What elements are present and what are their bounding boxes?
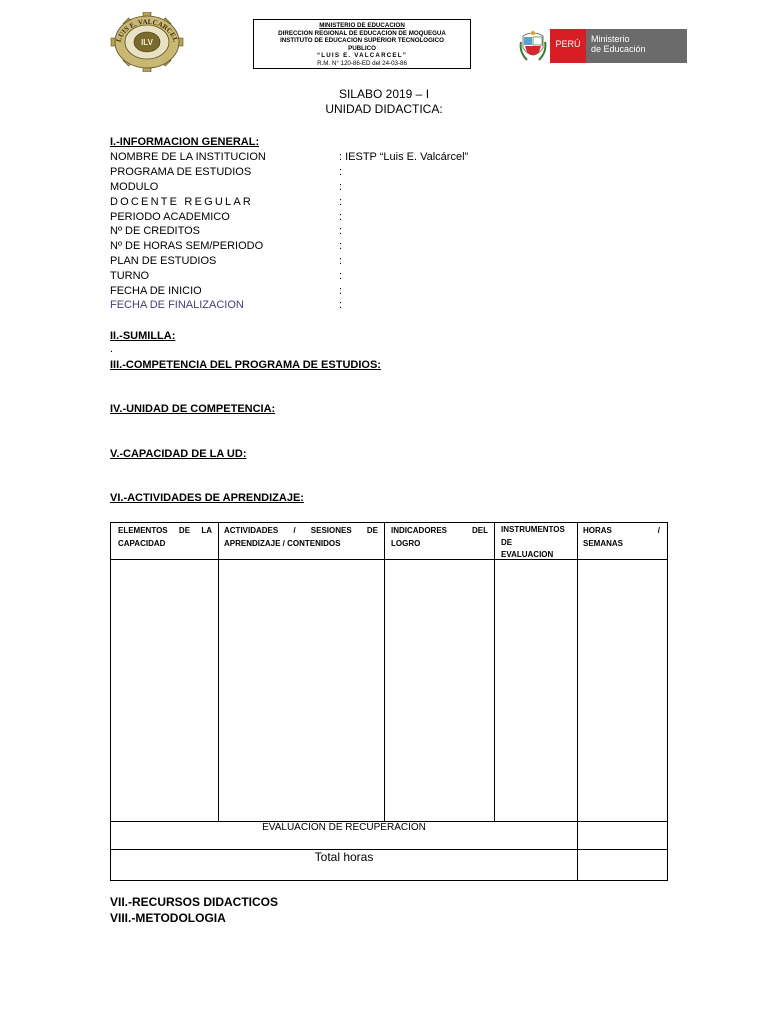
section-actividades-heading: VI.-ACTIVIDADES DE APRENDIZAJE: bbox=[110, 492, 304, 504]
header-public: PUBLICO bbox=[348, 44, 376, 52]
info-label: FECHA DE INICIO bbox=[110, 285, 202, 297]
info-value: : bbox=[339, 285, 343, 297]
ministry-label: Ministerio de Educación bbox=[591, 34, 646, 54]
peru-label: PERÚ bbox=[555, 39, 581, 49]
info-value: : bbox=[339, 299, 343, 311]
section-general-info-heading: I.-INFORMACION GENERAL: bbox=[110, 136, 260, 148]
header-institute: INSTITUTO DE EDUCACION SUPERIOR TECNOLOGICO bbox=[280, 37, 444, 45]
evaluacion-recuperacion-cell: EVALUACION DE RECUPERACION bbox=[262, 822, 426, 833]
info-row bbox=[110, 285, 610, 300]
col-header-horas: HORAS / SEMANAS bbox=[583, 526, 660, 548]
section-sumilla-heading: II.-SUMILLA: bbox=[110, 330, 176, 342]
info-row bbox=[110, 255, 610, 270]
header-resolution: R.M. N° 120-86-ED del 24-03-86 bbox=[317, 59, 407, 67]
institute-logo bbox=[108, 12, 186, 72]
info-row bbox=[110, 299, 610, 314]
col-header-instrumentos: INSTRUMENTOS DE EVALUACION bbox=[501, 525, 565, 559]
header-ministry: MINISTERIO DE EDUCACION bbox=[319, 22, 405, 29]
info-row bbox=[110, 151, 610, 166]
info-label: Nº DE CREDITOS bbox=[110, 225, 200, 237]
info-value: : bbox=[339, 270, 343, 282]
col-header-indicadores: INDICADORES DEL LOGRO bbox=[391, 526, 488, 548]
logo-arc-text: LUIS E. VALCARCEL bbox=[114, 17, 180, 44]
section-metodologia-heading: VIII.-METODOLOGIA bbox=[110, 911, 226, 925]
info-row bbox=[110, 211, 610, 226]
info-label: MODULO bbox=[110, 181, 159, 193]
institution-header-box bbox=[253, 19, 471, 69]
info-label: TURNO bbox=[110, 270, 150, 282]
info-row bbox=[110, 240, 610, 255]
peru-coat-of-arms-icon bbox=[519, 28, 547, 64]
info-label: PROGRAMA DE ESTUDIOS bbox=[110, 166, 252, 178]
total-horas-cell: Total horas bbox=[314, 850, 374, 864]
info-label: FECHA DE FINALIZACION bbox=[110, 299, 244, 311]
info-label: NOMBRE DE LA INSTITUCION bbox=[110, 151, 266, 163]
info-value: : bbox=[339, 181, 343, 193]
info-label: DOCENTE REGULAR bbox=[110, 196, 254, 208]
info-value: : bbox=[339, 225, 343, 237]
col-header-actividades: ACTIVIDADES / SESIONES DE APRENDIZAJE / CONTENIDOS bbox=[224, 526, 378, 548]
info-row bbox=[110, 270, 610, 285]
info-value: : bbox=[339, 166, 343, 178]
info-row bbox=[110, 196, 610, 211]
info-row bbox=[110, 166, 610, 181]
info-row bbox=[110, 181, 610, 196]
col-header-elementos: ELEMENTOS DE LA CAPACIDAD bbox=[118, 526, 212, 548]
info-value: : bbox=[339, 196, 343, 208]
ministry-logo bbox=[519, 28, 687, 64]
info-value: : bbox=[339, 211, 343, 223]
header-direction: DIRECCION REGIONAL DE EDUCACION DE MOQUEGUA bbox=[278, 29, 446, 37]
document-title: SILABO 2019 – I bbox=[338, 87, 430, 101]
section-capacidad-heading: V.-CAPACIDAD DE LA UD: bbox=[110, 448, 247, 460]
learning-activities-table bbox=[110, 522, 668, 881]
section-recursos-heading: VII.-RECURSOS DIDACTICOS bbox=[110, 895, 279, 909]
sumilla-text: . bbox=[110, 343, 114, 355]
info-label: PLAN DE ESTUDIOS bbox=[110, 255, 217, 267]
document-subtitle: UNIDAD DIDACTICA: bbox=[325, 102, 443, 116]
info-label: PERIODO ACADEMICO bbox=[110, 211, 230, 223]
info-label: Nº DE HORAS SEM/PERIODO bbox=[110, 240, 264, 252]
section-unidad-competencia-heading: IV.-UNIDAD DE COMPETENCIA: bbox=[110, 403, 276, 415]
info-value: : bbox=[339, 255, 343, 267]
header-name: “LUIS E. VALCARCEL” bbox=[316, 52, 408, 60]
info-value: : bbox=[339, 240, 343, 252]
info-value: : IESTP “Luis E. Valcárcel” bbox=[339, 151, 469, 163]
info-row bbox=[110, 225, 610, 240]
logo-monogram: ILV bbox=[141, 38, 153, 47]
section-competencia-heading: III.-COMPETENCIA DEL PROGRAMA DE ESTUDIOS: bbox=[110, 359, 381, 371]
